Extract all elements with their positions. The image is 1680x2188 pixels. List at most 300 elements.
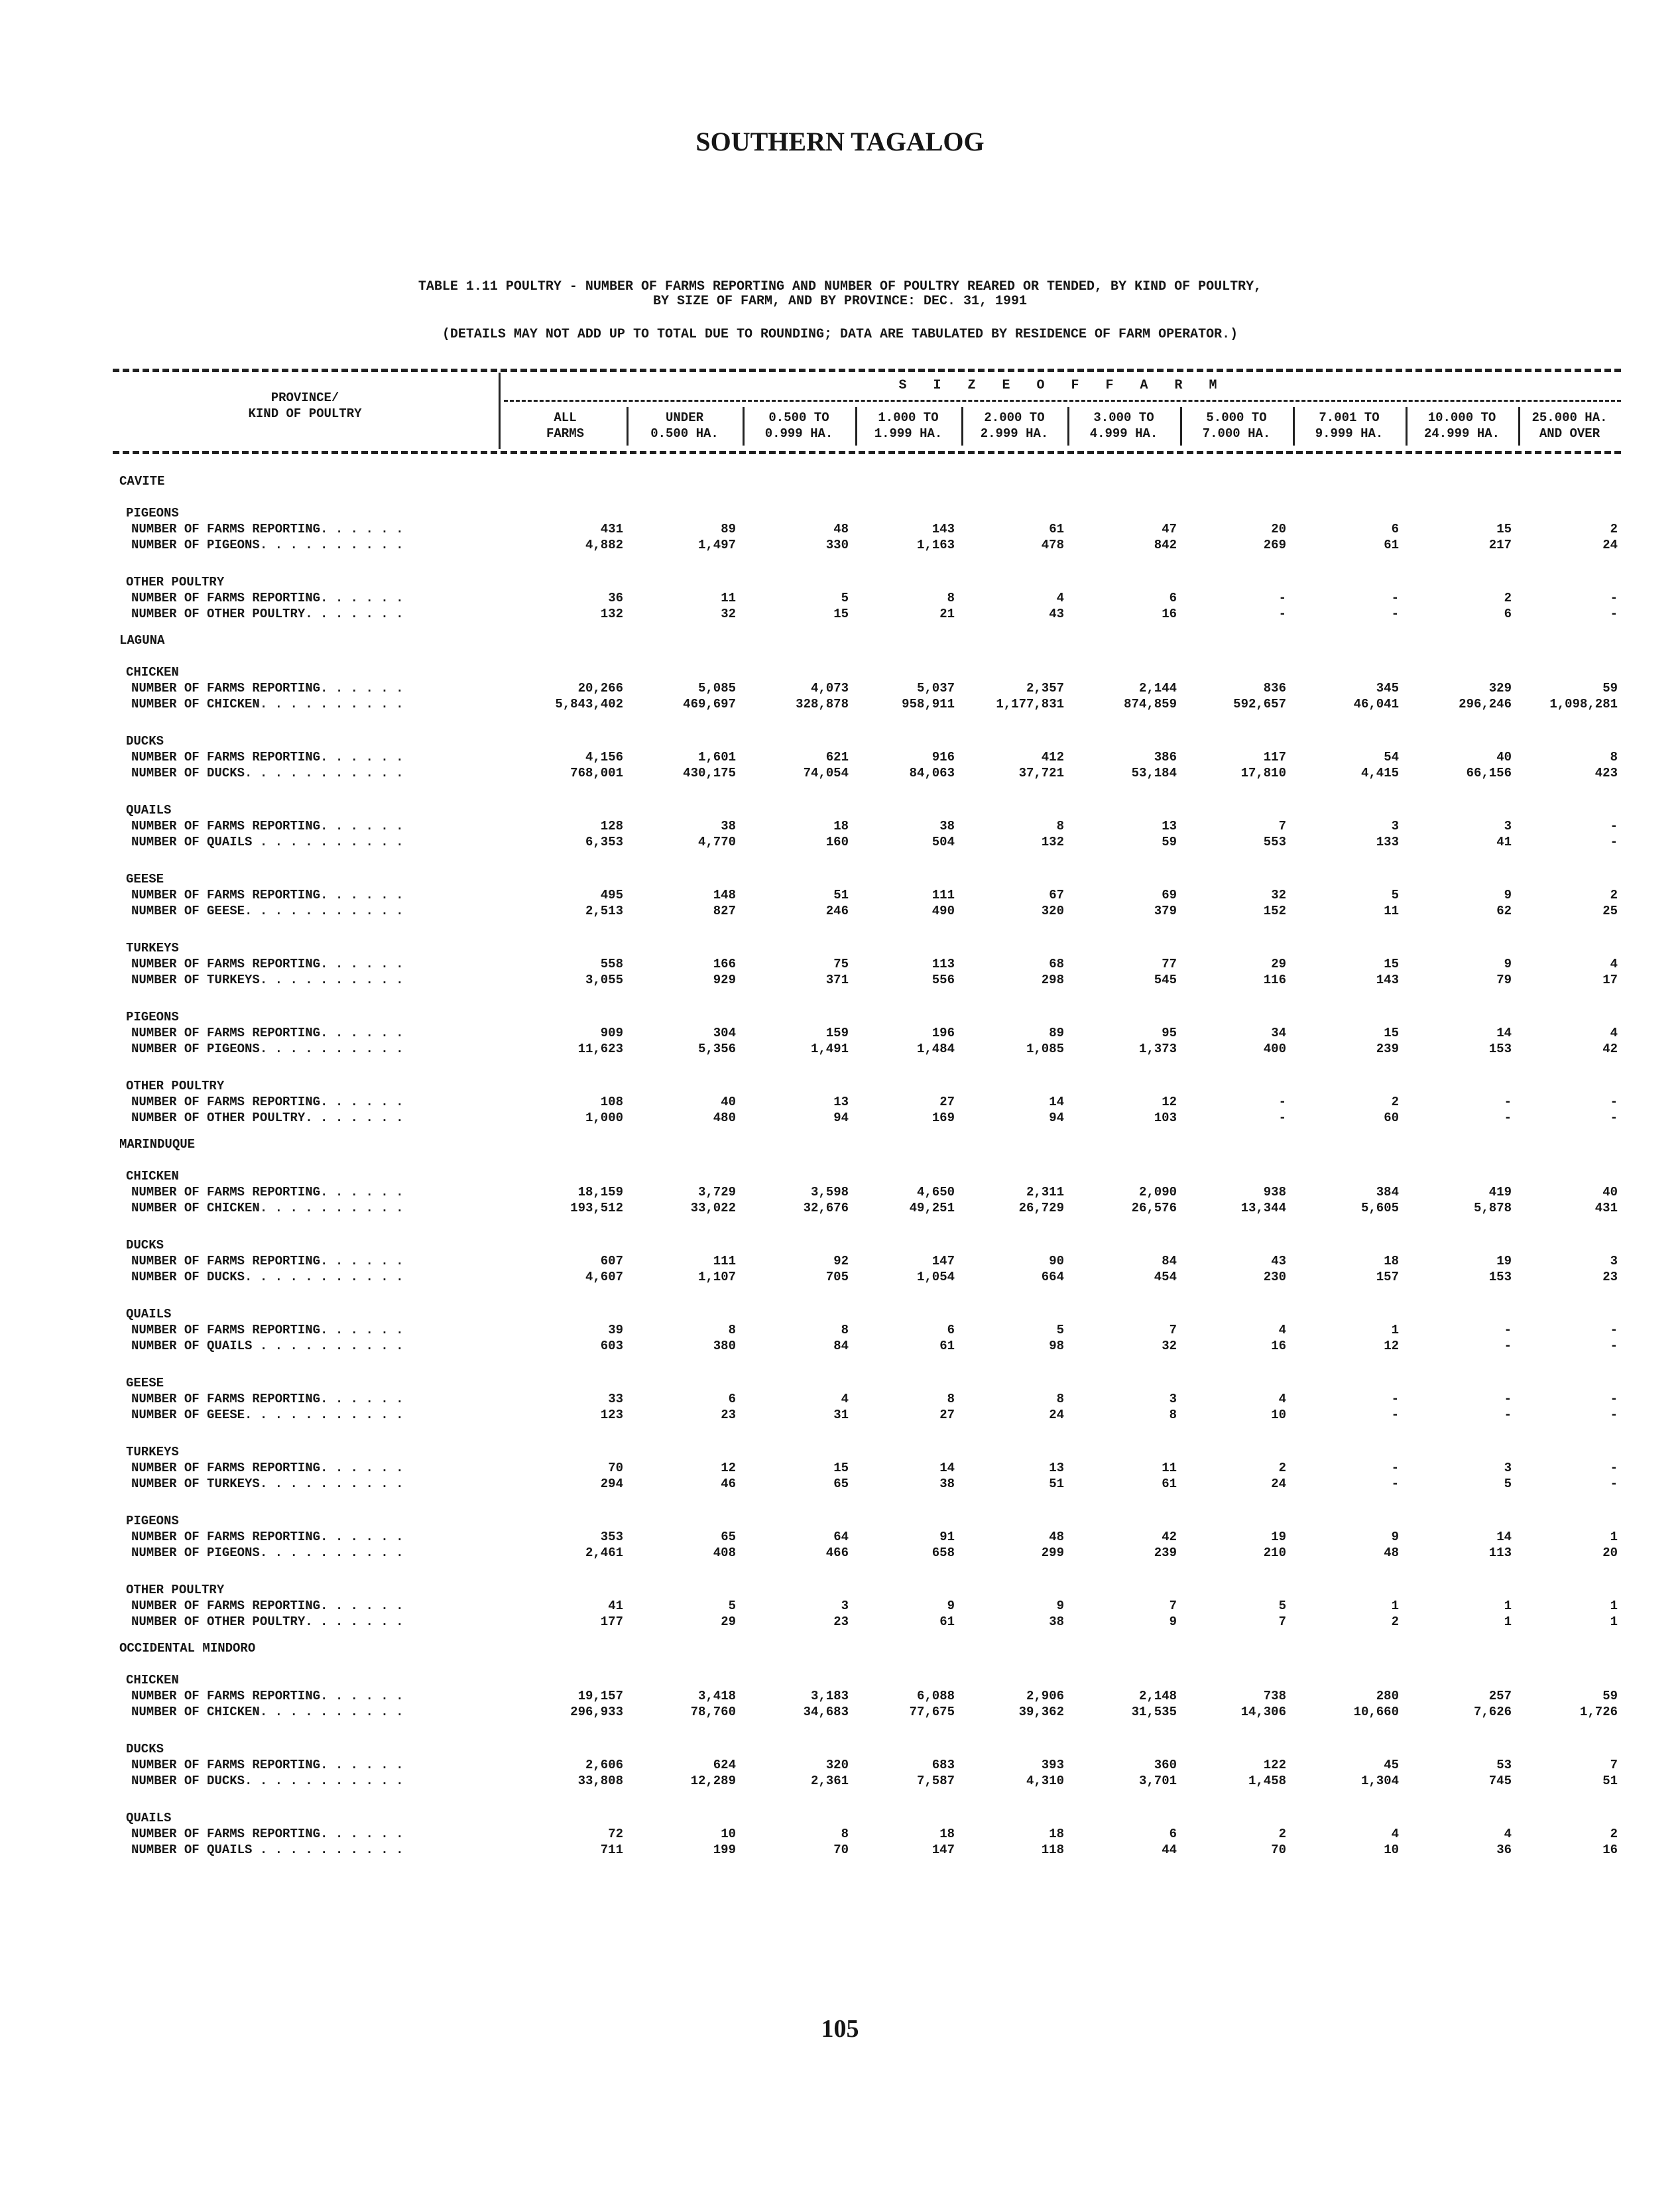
table-cell: 75 — [833, 957, 849, 971]
table-cell: 15 — [1384, 957, 1399, 971]
table-cell: 23 — [721, 1408, 736, 1422]
table-cell: - — [1391, 591, 1399, 605]
column-header-line-1: 7.001 TO — [1319, 410, 1380, 425]
table-cell: 5,037 — [916, 681, 955, 696]
table-cell: 4 — [1504, 1827, 1512, 1841]
table-cell: 371 — [825, 973, 849, 987]
table-cell: 6 — [1169, 591, 1177, 605]
table-cell: 47 — [1162, 522, 1177, 536]
table-cell: 1,458 — [1248, 1774, 1286, 1788]
poultry-count-row-label: NUMBER OF OTHER POULTRY. . . . . . . — [131, 1111, 404, 1125]
table-cell: 40 — [1496, 750, 1512, 764]
table-cell: 18 — [1384, 1254, 1399, 1268]
table-cell: 23 — [1602, 1270, 1618, 1284]
table-cell: 495 — [600, 888, 623, 902]
table-cell: 193,512 — [570, 1201, 623, 1215]
poultry-count-row-label: NUMBER OF GEESE. . . . . . . . . . . — [131, 904, 404, 918]
poultry-kind: CHICKEN — [126, 1673, 179, 1687]
table-cell: 2,148 — [1138, 1689, 1177, 1703]
table-cell: 51 — [1602, 1774, 1618, 1788]
column-header-line-1: 10.000 TO — [1427, 410, 1496, 425]
table-cell: 27 — [939, 1408, 955, 1422]
province-name: LAGUNA — [119, 633, 165, 648]
table-cell: 7,626 — [1473, 1705, 1512, 1719]
table-cell: 621 — [825, 750, 849, 764]
table-cell: 4,770 — [697, 835, 736, 849]
farms-reporting-row-label: NUMBER OF FARMS REPORTING. . . . . . — [131, 1599, 404, 1613]
table-cell: 705 — [825, 1270, 849, 1284]
column-header-line-1: 3.000 TO — [1093, 410, 1154, 425]
table-cell: 38 — [721, 819, 736, 833]
table-cell: 8 — [841, 1323, 849, 1337]
table-cell: - — [1610, 1095, 1618, 1109]
table-cell: 9 — [1391, 1530, 1399, 1544]
table-cell: 711 — [600, 1843, 623, 1857]
table-cell: 21 — [939, 607, 955, 621]
table-cell: 745 — [1488, 1774, 1512, 1788]
table-cell: 480 — [713, 1111, 736, 1125]
table-cell: 1 — [1610, 1530, 1618, 1544]
table-cell: 603 — [600, 1339, 623, 1353]
table-cell: 6 — [1391, 522, 1399, 536]
table-cell: 11 — [1384, 904, 1399, 918]
farms-reporting-row-label: NUMBER OF FARMS REPORTING. . . . . . — [131, 1530, 404, 1544]
table-cell: 103 — [1154, 1111, 1177, 1125]
farms-reporting-row-label: NUMBER OF FARMS REPORTING. . . . . . — [131, 1185, 404, 1199]
table-cell: 1,177,831 — [996, 697, 1064, 711]
table-cell: 89 — [1049, 1026, 1064, 1040]
poultry-kind: CHICKEN — [126, 665, 179, 680]
table-cell: 12,289 — [690, 1774, 736, 1788]
table-cell: 431 — [1594, 1201, 1618, 1215]
stub-divider — [499, 373, 501, 449]
table-cell: 16 — [1602, 1843, 1618, 1857]
table-cell: 20 — [1271, 522, 1286, 536]
table-cell: 553 — [1263, 835, 1286, 849]
table-cell: - — [1504, 1339, 1512, 1353]
table-cell: 19 — [1271, 1530, 1286, 1544]
table-cell: 32,676 — [803, 1201, 849, 1215]
header-bottom-rule — [113, 451, 1621, 454]
column-header-line-2: 1.999 HA. — [874, 426, 943, 441]
table-cell: 34 — [1271, 1026, 1286, 1040]
table-cell: 111 — [931, 888, 955, 902]
table-cell: 3 — [1504, 819, 1512, 833]
table-cell: 45 — [1384, 1758, 1399, 1772]
table-cell: - — [1610, 591, 1618, 605]
table-cell: 2,361 — [810, 1774, 849, 1788]
poultry-count-row-label: NUMBER OF DUCKS. . . . . . . . . . . — [131, 766, 404, 780]
table-cell: 27 — [939, 1095, 955, 1109]
poultry-count-row-label: NUMBER OF QUAILS . . . . . . . . . . — [131, 1843, 404, 1857]
table-cell: 4 — [841, 1392, 849, 1406]
table-cell: 545 — [1154, 973, 1177, 987]
table-cell: 5 — [1391, 888, 1399, 902]
table-cell: 24 — [1271, 1477, 1286, 1491]
table-cell: 239 — [1154, 1546, 1177, 1560]
table-cell: 3 — [841, 1599, 849, 1613]
table-cell: 43 — [1271, 1254, 1286, 1268]
table-cell: 958,911 — [902, 697, 955, 711]
table-cell: 11,623 — [577, 1042, 623, 1056]
table-cell: 1,054 — [916, 1270, 955, 1284]
table-cell: 5 — [841, 591, 849, 605]
table-cell: 25 — [1602, 904, 1618, 918]
column-separator — [1067, 407, 1069, 446]
table-cell: 94 — [1049, 1111, 1064, 1125]
table-cell: 72 — [608, 1827, 623, 1841]
table-cell: 2 — [1610, 888, 1618, 902]
table-cell: - — [1504, 1323, 1512, 1337]
table-cell: 53,184 — [1131, 766, 1177, 780]
table-cell: 1 — [1391, 1323, 1399, 1337]
table-cell: - — [1278, 607, 1286, 621]
table-cell: - — [1610, 607, 1618, 621]
table-cell: 117 — [1263, 750, 1286, 764]
table-cell: 1,726 — [1579, 1705, 1618, 1719]
poultry-kind: DUCKS — [126, 1238, 164, 1252]
table-cell: 929 — [713, 973, 736, 987]
table-cell: 8 — [947, 1392, 955, 1406]
table-cell: 33 — [608, 1392, 623, 1406]
table-cell: 77,675 — [909, 1705, 955, 1719]
table-cell: 4,882 — [585, 538, 623, 552]
table-cell: 210 — [1263, 1546, 1286, 1560]
table-cell: 386 — [1154, 750, 1177, 764]
table-cell: 196 — [931, 1026, 955, 1040]
table-cell: 14 — [1049, 1095, 1064, 1109]
table-cell: 2 — [1278, 1461, 1286, 1475]
farms-reporting-row-label: NUMBER OF FARMS REPORTING. . . . . . — [131, 888, 404, 902]
table-cell: 20 — [1602, 1546, 1618, 1560]
table-cell: 6 — [728, 1392, 736, 1406]
table-cell: 4 — [1278, 1392, 1286, 1406]
table-cell: 147 — [931, 1843, 955, 1857]
table-cell: 2,144 — [1138, 681, 1177, 696]
table-cell: - — [1610, 1111, 1618, 1125]
poultry-kind: QUAILS — [126, 1307, 172, 1321]
table-cell: 423 — [1594, 766, 1618, 780]
table-cell: 5 — [1278, 1599, 1286, 1613]
table-cell: 299 — [1041, 1546, 1064, 1560]
table-cell: 10 — [1384, 1843, 1399, 1857]
table-cell: 294 — [600, 1477, 623, 1491]
column-separator — [1180, 407, 1182, 446]
table-cell: 13 — [833, 1095, 849, 1109]
column-header-line-2: 2.999 HA. — [980, 426, 1049, 441]
table-cell: - — [1610, 1477, 1618, 1491]
table-cell: 160 — [825, 835, 849, 849]
table-cell: 1,107 — [697, 1270, 736, 1284]
table-cell: - — [1391, 1408, 1399, 1422]
table-cell: 70 — [833, 1843, 849, 1857]
table-cell: 2,606 — [585, 1758, 623, 1772]
table-cell: 836 — [1263, 681, 1286, 696]
table-cell: 78,760 — [690, 1705, 736, 1719]
table-cell: 353 — [600, 1530, 623, 1544]
table-cell: 454 — [1154, 1270, 1177, 1284]
table-cell: 148 — [713, 888, 736, 902]
province-name: OCCIDENTAL MINDORO — [119, 1641, 256, 1656]
page-title: SOUTHERN TAGALOG — [695, 127, 985, 156]
table-cell: 118 — [1041, 1843, 1064, 1857]
table-cell: 84 — [833, 1339, 849, 1353]
table-cell: 44 — [1162, 1843, 1177, 1857]
table-cell: 230 — [1263, 1270, 1286, 1284]
table-cell: 31 — [833, 1408, 849, 1422]
table-cell: 1,098,281 — [1549, 697, 1618, 711]
table-cell: 1,373 — [1138, 1042, 1177, 1056]
table-cell: 280 — [1376, 1689, 1399, 1703]
farms-reporting-row-label: NUMBER OF FARMS REPORTING. . . . . . — [131, 1323, 404, 1337]
table-note: (DETAILS MAY NOT ADD UP TO TOTAL DUE TO ROUNDING; DATA ARE TABULATED BY RESIDENCE OF FARM OPERATOR.) — [442, 327, 1238, 342]
table-cell: 108 — [600, 1095, 623, 1109]
table-cell: 5 — [1056, 1323, 1064, 1337]
table-cell: 1,491 — [810, 1042, 849, 1056]
table-cell: 113 — [1488, 1546, 1512, 1560]
table-cell: 1,163 — [916, 538, 955, 552]
table-cell: - — [1610, 1339, 1618, 1353]
table-cell: 12 — [1162, 1095, 1177, 1109]
table-cell: - — [1610, 819, 1618, 833]
table-cell: 412 — [1041, 750, 1064, 764]
farms-reporting-row-label: NUMBER OF FARMS REPORTING. . . . . . — [131, 522, 404, 536]
table-cell: 9 — [1056, 1599, 1064, 1613]
table-cell: 478 — [1041, 538, 1064, 552]
table-cell: 3,729 — [697, 1185, 736, 1199]
table-cell: 8 — [1056, 819, 1064, 833]
table-cell: 61 — [939, 1339, 955, 1353]
table-cell: 10 — [721, 1827, 736, 1841]
table-cell: 408 — [713, 1546, 736, 1560]
table-cell: 89 — [721, 522, 736, 536]
table-cell: 1,484 — [916, 1042, 955, 1056]
table-cell: 1 — [1504, 1614, 1512, 1629]
table-cell: 3 — [1169, 1392, 1177, 1406]
table-cell: 298 — [1041, 973, 1064, 987]
table-cell: - — [1391, 1461, 1399, 1475]
column-header-line-1: 25.000 HA. — [1531, 410, 1608, 425]
poultry-kind: TURKEYS — [126, 1445, 179, 1459]
table-cell: 738 — [1263, 1689, 1286, 1703]
table-cell: 60 — [1384, 1111, 1399, 1125]
table-cell: 504 — [931, 835, 955, 849]
column-header-line-2: 4.999 HA. — [1089, 426, 1158, 441]
farms-reporting-row-label: NUMBER OF FARMS REPORTING. . . . . . — [131, 957, 404, 971]
table-cell: 98 — [1049, 1339, 1064, 1353]
table-cell: 24 — [1049, 1408, 1064, 1422]
table-cell: 2 — [1391, 1095, 1399, 1109]
table-cell: 91 — [939, 1530, 955, 1544]
table-cell: 16 — [1162, 607, 1177, 621]
table-cell: 42 — [1602, 1042, 1618, 1056]
table-cell: 14,306 — [1240, 1705, 1286, 1719]
table-cell: 683 — [931, 1758, 955, 1772]
table-cell: 177 — [600, 1614, 623, 1629]
farms-reporting-row-label: NUMBER OF FARMS REPORTING. . . . . . — [131, 681, 404, 696]
table-cell: 938 — [1263, 1185, 1286, 1199]
table-cell: 13 — [1049, 1461, 1064, 1475]
table-cell: 38 — [1049, 1614, 1064, 1629]
column-separator — [1293, 407, 1295, 446]
column-header-line-1: UNDER — [665, 410, 703, 425]
poultry-kind: OTHER POULTRY — [126, 1079, 225, 1093]
table-cell: 84 — [1162, 1254, 1177, 1268]
table-cell: 147 — [931, 1254, 955, 1268]
table-cell: 14 — [1496, 1530, 1512, 1544]
table-cell: 33,022 — [690, 1201, 736, 1215]
table-cell: 12 — [1384, 1339, 1399, 1353]
table-cell: 469,697 — [683, 697, 736, 711]
table-cell: 33,808 — [577, 1774, 623, 1788]
poultry-count-row-label: NUMBER OF TURKEYS. . . . . . . . . . — [131, 973, 404, 987]
column-header-line-1: ALL — [554, 410, 577, 425]
table-cell: 8 — [728, 1323, 736, 1337]
table-cell: - — [1610, 1323, 1618, 1337]
poultry-count-row-label: NUMBER OF CHICKEN. . . . . . . . . . — [131, 697, 404, 711]
table-cell: 169 — [931, 1111, 955, 1125]
table-cell: 5,843,402 — [555, 697, 623, 711]
column-header-line-2: 0.500 HA. — [650, 426, 719, 441]
table-cell: 4,310 — [1026, 1774, 1064, 1788]
table-cell: 6 — [947, 1323, 955, 1337]
table-cell: 607 — [600, 1254, 623, 1268]
table-cell: 592,657 — [1233, 697, 1286, 711]
table-cell: 94 — [833, 1111, 849, 1125]
table-cell: 4 — [1278, 1323, 1286, 1337]
table-cell: 431 — [600, 522, 623, 536]
table-cell: 2,311 — [1026, 1185, 1064, 1199]
poultry-kind: GEESE — [126, 1376, 164, 1390]
poultry-count-row-label: NUMBER OF QUAILS . . . . . . . . . . — [131, 835, 404, 849]
table-cell: 9 — [1504, 957, 1512, 971]
table-cell: 3,598 — [810, 1185, 849, 1199]
table-cell: 67 — [1049, 888, 1064, 902]
column-header-line-2: 24.999 HA. — [1423, 426, 1500, 441]
table-cell: 5,356 — [697, 1042, 736, 1056]
table-cell: 39,362 — [1018, 1705, 1064, 1719]
column-separator — [627, 407, 629, 446]
table-cell: 41 — [1496, 835, 1512, 849]
table-cell: 29 — [1271, 957, 1286, 971]
table-cell: 5,605 — [1360, 1201, 1399, 1215]
poultry-count-row-label: NUMBER OF PIGEONS. . . . . . . . . . — [131, 538, 404, 552]
table-cell: 70 — [1271, 1843, 1286, 1857]
table-cell: 2,513 — [585, 904, 623, 918]
table-cell: 768,001 — [570, 766, 623, 780]
table-cell: 2,906 — [1026, 1689, 1064, 1703]
table-cell: 13,344 — [1240, 1201, 1286, 1215]
table-cell: - — [1391, 607, 1399, 621]
table-cell: 3 — [1610, 1254, 1618, 1268]
table-cell: 2 — [1278, 1827, 1286, 1841]
header-top-rule — [113, 369, 1621, 372]
table-cell: 70 — [608, 1461, 623, 1475]
table-cell: 65 — [721, 1530, 736, 1544]
table-cell: 2 — [1504, 591, 1512, 605]
column-header-line-2: AND OVER — [1539, 426, 1600, 441]
table-cell: 2 — [1610, 522, 1618, 536]
table-cell: 39 — [608, 1323, 623, 1337]
table-cell: 5 — [728, 1599, 736, 1613]
farms-reporting-row-label: NUMBER OF FARMS REPORTING. . . . . . — [131, 1461, 404, 1475]
table-cell: 74,054 — [803, 766, 849, 780]
table-cell: 1,085 — [1026, 1042, 1064, 1056]
table-cell: 9 — [947, 1599, 955, 1613]
table-cell: 345 — [1376, 681, 1399, 696]
table-cell: 61 — [1384, 538, 1399, 552]
table-cell: 1 — [1610, 1599, 1618, 1613]
table-cell: 153 — [1488, 1042, 1512, 1056]
size-group-rule — [504, 400, 1621, 402]
table-cell: 157 — [1376, 1270, 1399, 1284]
poultry-count-row-label: NUMBER OF CHICKEN. . . . . . . . . . — [131, 1201, 404, 1215]
table-cell: 296,933 — [570, 1705, 623, 1719]
table-cell: 53 — [1496, 1758, 1512, 1772]
table-cell: 1 — [1504, 1599, 1512, 1613]
table-cell: 8 — [841, 1827, 849, 1841]
table-cell: 24 — [1602, 538, 1618, 552]
table-cell: 239 — [1376, 1042, 1399, 1056]
table-cell: 842 — [1154, 538, 1177, 552]
table-cell: 26,576 — [1131, 1201, 1177, 1215]
table-cell: 7 — [1169, 1599, 1177, 1613]
table-cell: 380 — [713, 1339, 736, 1353]
table-cell: 18 — [833, 819, 849, 833]
table-cell: 909 — [600, 1026, 623, 1040]
stub-header-line-1: PROVINCE/ — [270, 391, 339, 405]
table-cell: 14 — [1496, 1026, 1512, 1040]
farms-reporting-row-label: NUMBER OF FARMS REPORTING. . . . . . — [131, 1689, 404, 1703]
farms-reporting-row-label: NUMBER OF FARMS REPORTING. . . . . . — [131, 1026, 404, 1040]
table-cell: 51 — [833, 888, 849, 902]
table-cell: 132 — [1041, 835, 1064, 849]
poultry-count-row-label: NUMBER OF TURKEYS. . . . . . . . . . — [131, 1477, 404, 1491]
table-cell: 9 — [1169, 1614, 1177, 1629]
table-cell: 360 — [1154, 1758, 1177, 1772]
table-cell: 48 — [1384, 1546, 1399, 1560]
table-cell: 48 — [833, 522, 849, 536]
table-cell: 19,157 — [577, 1689, 623, 1703]
table-cell: - — [1504, 1392, 1512, 1406]
poultry-count-row-label: NUMBER OF DUCKS. . . . . . . . . . . — [131, 1270, 404, 1284]
table-cell: 257 — [1488, 1689, 1512, 1703]
table-cell: 10 — [1271, 1408, 1286, 1422]
table-cell: 128 — [600, 819, 623, 833]
column-header-line-2: 9.999 HA. — [1315, 426, 1384, 441]
table-cell: 400 — [1263, 1042, 1286, 1056]
poultry-kind: DUCKS — [126, 734, 164, 749]
table-cell: - — [1610, 1461, 1618, 1475]
table-cell: 37,721 — [1018, 766, 1064, 780]
column-separator — [1406, 407, 1408, 446]
table-cell: 246 — [825, 904, 849, 918]
table-cell: 8 — [1169, 1408, 1177, 1422]
table-cell: 384 — [1376, 1185, 1399, 1199]
column-header-line-2: 0.999 HA. — [764, 426, 833, 441]
table-cell: 59 — [1602, 681, 1618, 696]
table-cell: 556 — [931, 973, 955, 987]
table-cell: 320 — [1041, 904, 1064, 918]
table-cell: 1 — [1610, 1614, 1618, 1629]
table-cell: 3,183 — [810, 1689, 849, 1703]
table-cell: 152 — [1263, 904, 1286, 918]
poultry-kind: GEESE — [126, 872, 164, 886]
table-cell: 12 — [721, 1461, 736, 1475]
table-cell: 46 — [721, 1477, 736, 1491]
table-cell: 4 — [1610, 1026, 1618, 1040]
poultry-kind: PIGEONS — [126, 1514, 179, 1528]
